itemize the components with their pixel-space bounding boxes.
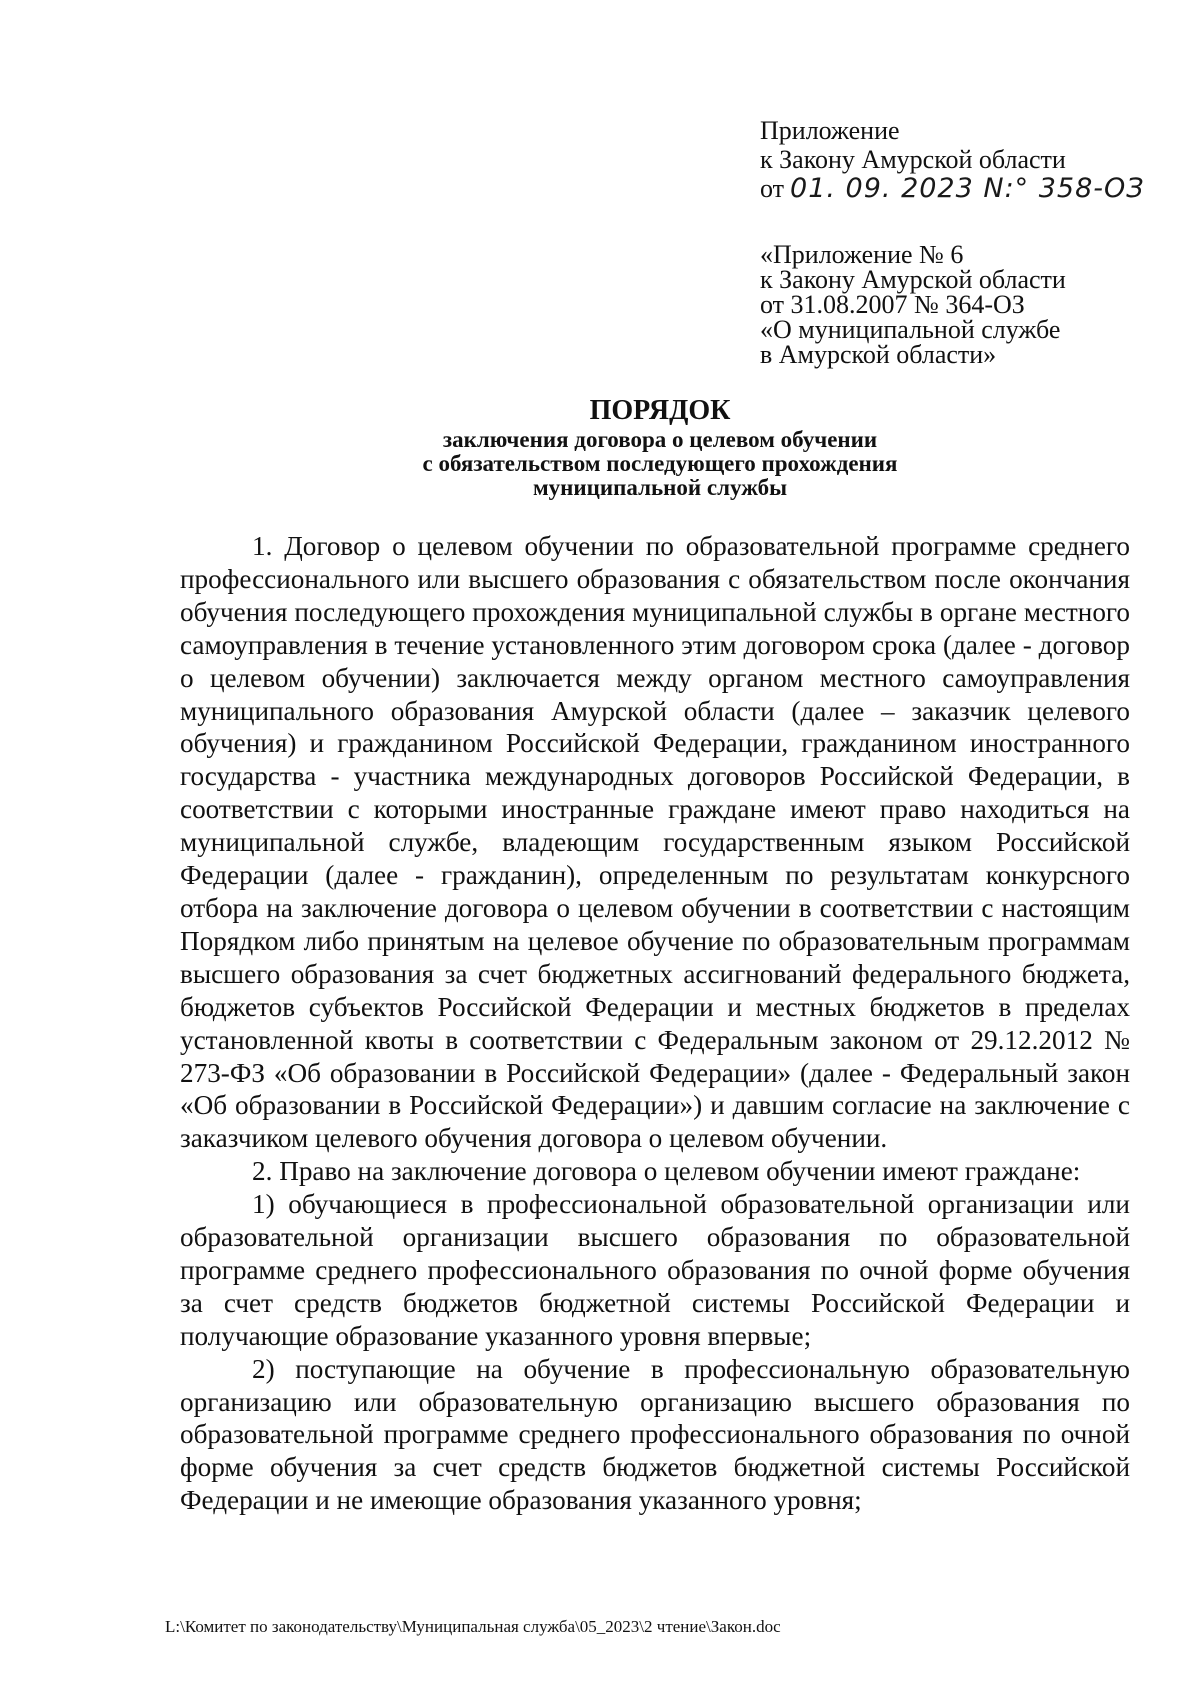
amended-appendix-line-2: к Закону Амурской области: [760, 265, 1066, 294]
document-body: [180, 530, 1130, 1517]
title-main: ПОРЯДОК: [589, 395, 731, 426]
paragraph-1: 1. Договор о целевом обучении по образовательной программе среднего профессионального или высшего образования с обязательством после окончания обучения последующего прохождения муниципальной службы в органе местного самоуправления в течение установленного этим договором срока (далее - договор о целевом обучении) заключается между органом местного самоуправления муниципального образования Амурской области (далее – заказчик целевого обучения) и гражданином Российской Федерации, гражданином иностранного государства - участника международных договоров Российской Федерации, в соответствии с которыми иностранные граждане имеют право находиться на муниципальной службе, владеющим государственным языком Российской Федерации (далее - гражданин), определенным по результатам конкурсного отбора на заключение договора о целевом обучении в соответствии с настоящим Порядком либо принятым на целевое обучение по образовательным программам высшего образования за счет бюджетных ассигнований федерального бюджета, бюджетов субъектов Российской Федерации и местных бюджетов в пределах установленной квоты в соответствии с Федеральным законом от 29.12.2012 № 273-ФЗ «Об образовании в Российской Федерации» (далее - Федеральный закон «Об образовании в Российской Федерации») и давшим согласие на заключение с заказчиком целевого обучения договора о целевом обучении.: [180, 531, 1130, 1154]
amended-appendix-header: [760, 242, 1180, 367]
date-prefix: от: [760, 174, 785, 203]
paragraph-2-item-2: 2) поступающие на обучение в профессиональную образовательную организацию или образовательную организацию высшего образования по образовательной программе среднего профессионального образования по очной форме обучения за счет средств бюджетов бюджетной системы Российской Федерации и не имеющие образования указанного уровня;: [180, 1353, 1130, 1516]
title-subtitle-line-1: заключения договора о целевом обучении: [442, 427, 878, 452]
document-title: [180, 394, 1140, 500]
footer-file-path: L:\Комитет по законодательству\Муниципальная служба\05_2023\2 чтение\Закон.doc: [165, 1617, 781, 1636]
amended-appendix-line-5: в Амурской области»: [760, 340, 997, 369]
amended-appendix-line-3: от 31.08.2007 № 364-ОЗ: [760, 290, 1025, 319]
amended-appendix-line-1: «Приложение № 6: [760, 240, 964, 269]
appendix-law-reference: к Закону Амурской области: [760, 145, 1066, 174]
appendix-label: Приложение: [760, 116, 900, 145]
title-subtitle-line-3: муниципальной службы: [532, 475, 788, 500]
appendix-header: [760, 116, 1180, 203]
paragraph-2: 2. Право на заключение договора о целевом обучении имеют граждане:: [252, 1156, 1081, 1187]
amended-appendix-line-4: «О муниципальной службе: [760, 315, 1061, 344]
handwritten-date-number: 01. 09. 2023 N:° 358-ОЗ: [790, 173, 1145, 204]
title-subtitle-line-2: с обязательством последующего прохождения: [422, 451, 898, 476]
appendix-date-line: [760, 174, 1180, 203]
paragraph-2-item-1: 1) обучающиеся в профессиональной образовательной организации или образовательной организации высшего образования по образовательной программе среднего профессионального образования по очной форме обучения за счет средств бюджетов бюджетной системы Российской Федерации и получающие образование указанного уровня впервые;: [180, 1189, 1130, 1351]
